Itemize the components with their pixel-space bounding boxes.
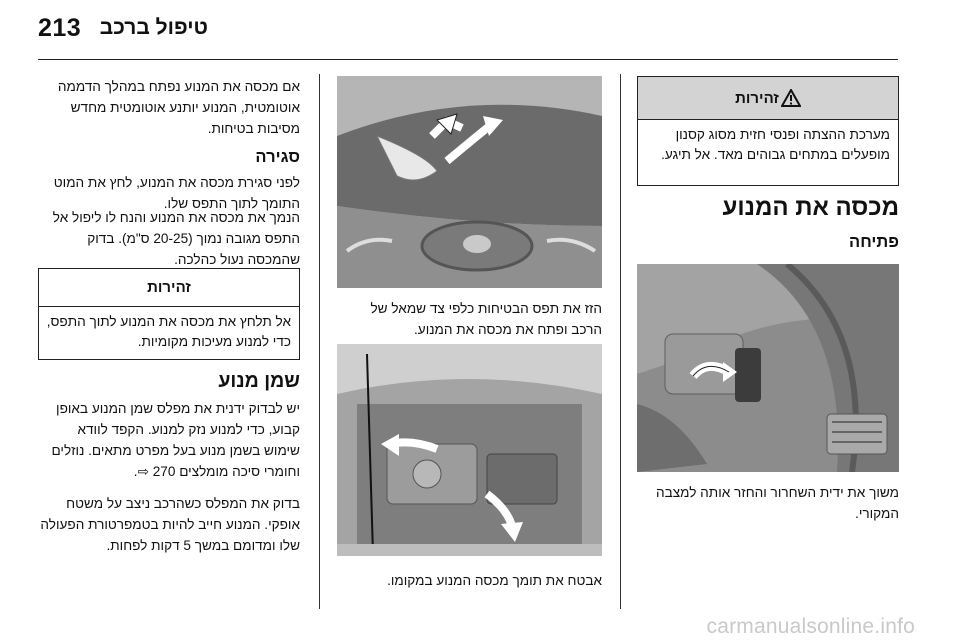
- caution-text: אל תלחץ את מכסה את המנוע לתוך התפס, כדי למנוע מעיכות מקומיות.: [46, 314, 291, 349]
- caution-box: [38, 268, 300, 360]
- photo-hood-safety-catch: [337, 76, 602, 288]
- closing-paragraph-1: לפני סגירת מכסה את המנוע, לחץ את המוט התומך לתוך התפס שלו.: [53, 175, 300, 211]
- photo-caption-safety-catch: הזז את תפס הבטיחות כלפי צד שמאל של הרכב ופתח את מכסה את המנוע.: [370, 301, 602, 337]
- header-rule: [38, 59, 898, 60]
- closing-paragraph-2: הנמך את מכסה את המנוע והנח לו ליפול אל התפס מגובה נמוך (20-25 ס"מ). בדוק שהמכסה נעול כהלכה.: [52, 210, 300, 267]
- warning-title: זהירות: [735, 89, 779, 107]
- column-divider-left: [319, 74, 320, 609]
- photo-hood-support-strut: [337, 344, 602, 556]
- running-title: טיפול ברכב: [99, 16, 208, 39]
- page-number: 213: [38, 14, 82, 42]
- warning-triangle-icon: [781, 89, 801, 107]
- warning-header: [638, 77, 898, 120]
- column-right: [637, 76, 899, 521]
- subsection-title-opening: פתיחה: [849, 233, 899, 251]
- oil-paragraph-1: יש לבדוק ידנית את מפלס שמן המנוע באופן קבוע, כדי למנוע נזק למנוע. הקפד לוודא שימוש בשמן מנוע בעל מפרט מתאים. נוזלים וחומרי סיכה מומלצים 270 ⇨.: [51, 401, 300, 479]
- watermark: carmanualsonline.info: [706, 615, 915, 638]
- caution-title: זהירות: [39, 269, 299, 307]
- warning-box: [637, 76, 899, 186]
- photo-caption-release: משוך את ידית השחרור והחזר אותה למצבה המקורי.: [655, 485, 899, 521]
- section-title-engine-oil: שמן מנוע: [218, 370, 300, 392]
- oil-paragraph-2: בדוק את המפלס כשהרכב ניצב על משטח אופקי. המנוע חייב להיות בטמפרטורת הפעולה שלו ומדומם במשך 5 דקות לפחות.: [40, 496, 300, 553]
- intro-paragraph: אם מכסה את המנוע נפתח במהלך הדממה אוטומטית, המנוע יותנע אוטומטית מחדש מסיבות בטיחות.: [57, 79, 300, 136]
- section-title: מכסה את המנוע: [722, 194, 899, 221]
- photo-hood-release-lever: [637, 264, 899, 472]
- column-divider-right: [620, 74, 621, 609]
- subsection-title-closing: סגירה: [255, 148, 300, 166]
- warning-text: מערכת ההצתה ופנסי חזית מסוג קסנון מופעלים במתחים גבוהים מאד. אל תיגע.: [661, 127, 890, 162]
- photo-caption-support-strut: אבטח את תומך מכסה המנוע במקומו.: [387, 573, 602, 588]
